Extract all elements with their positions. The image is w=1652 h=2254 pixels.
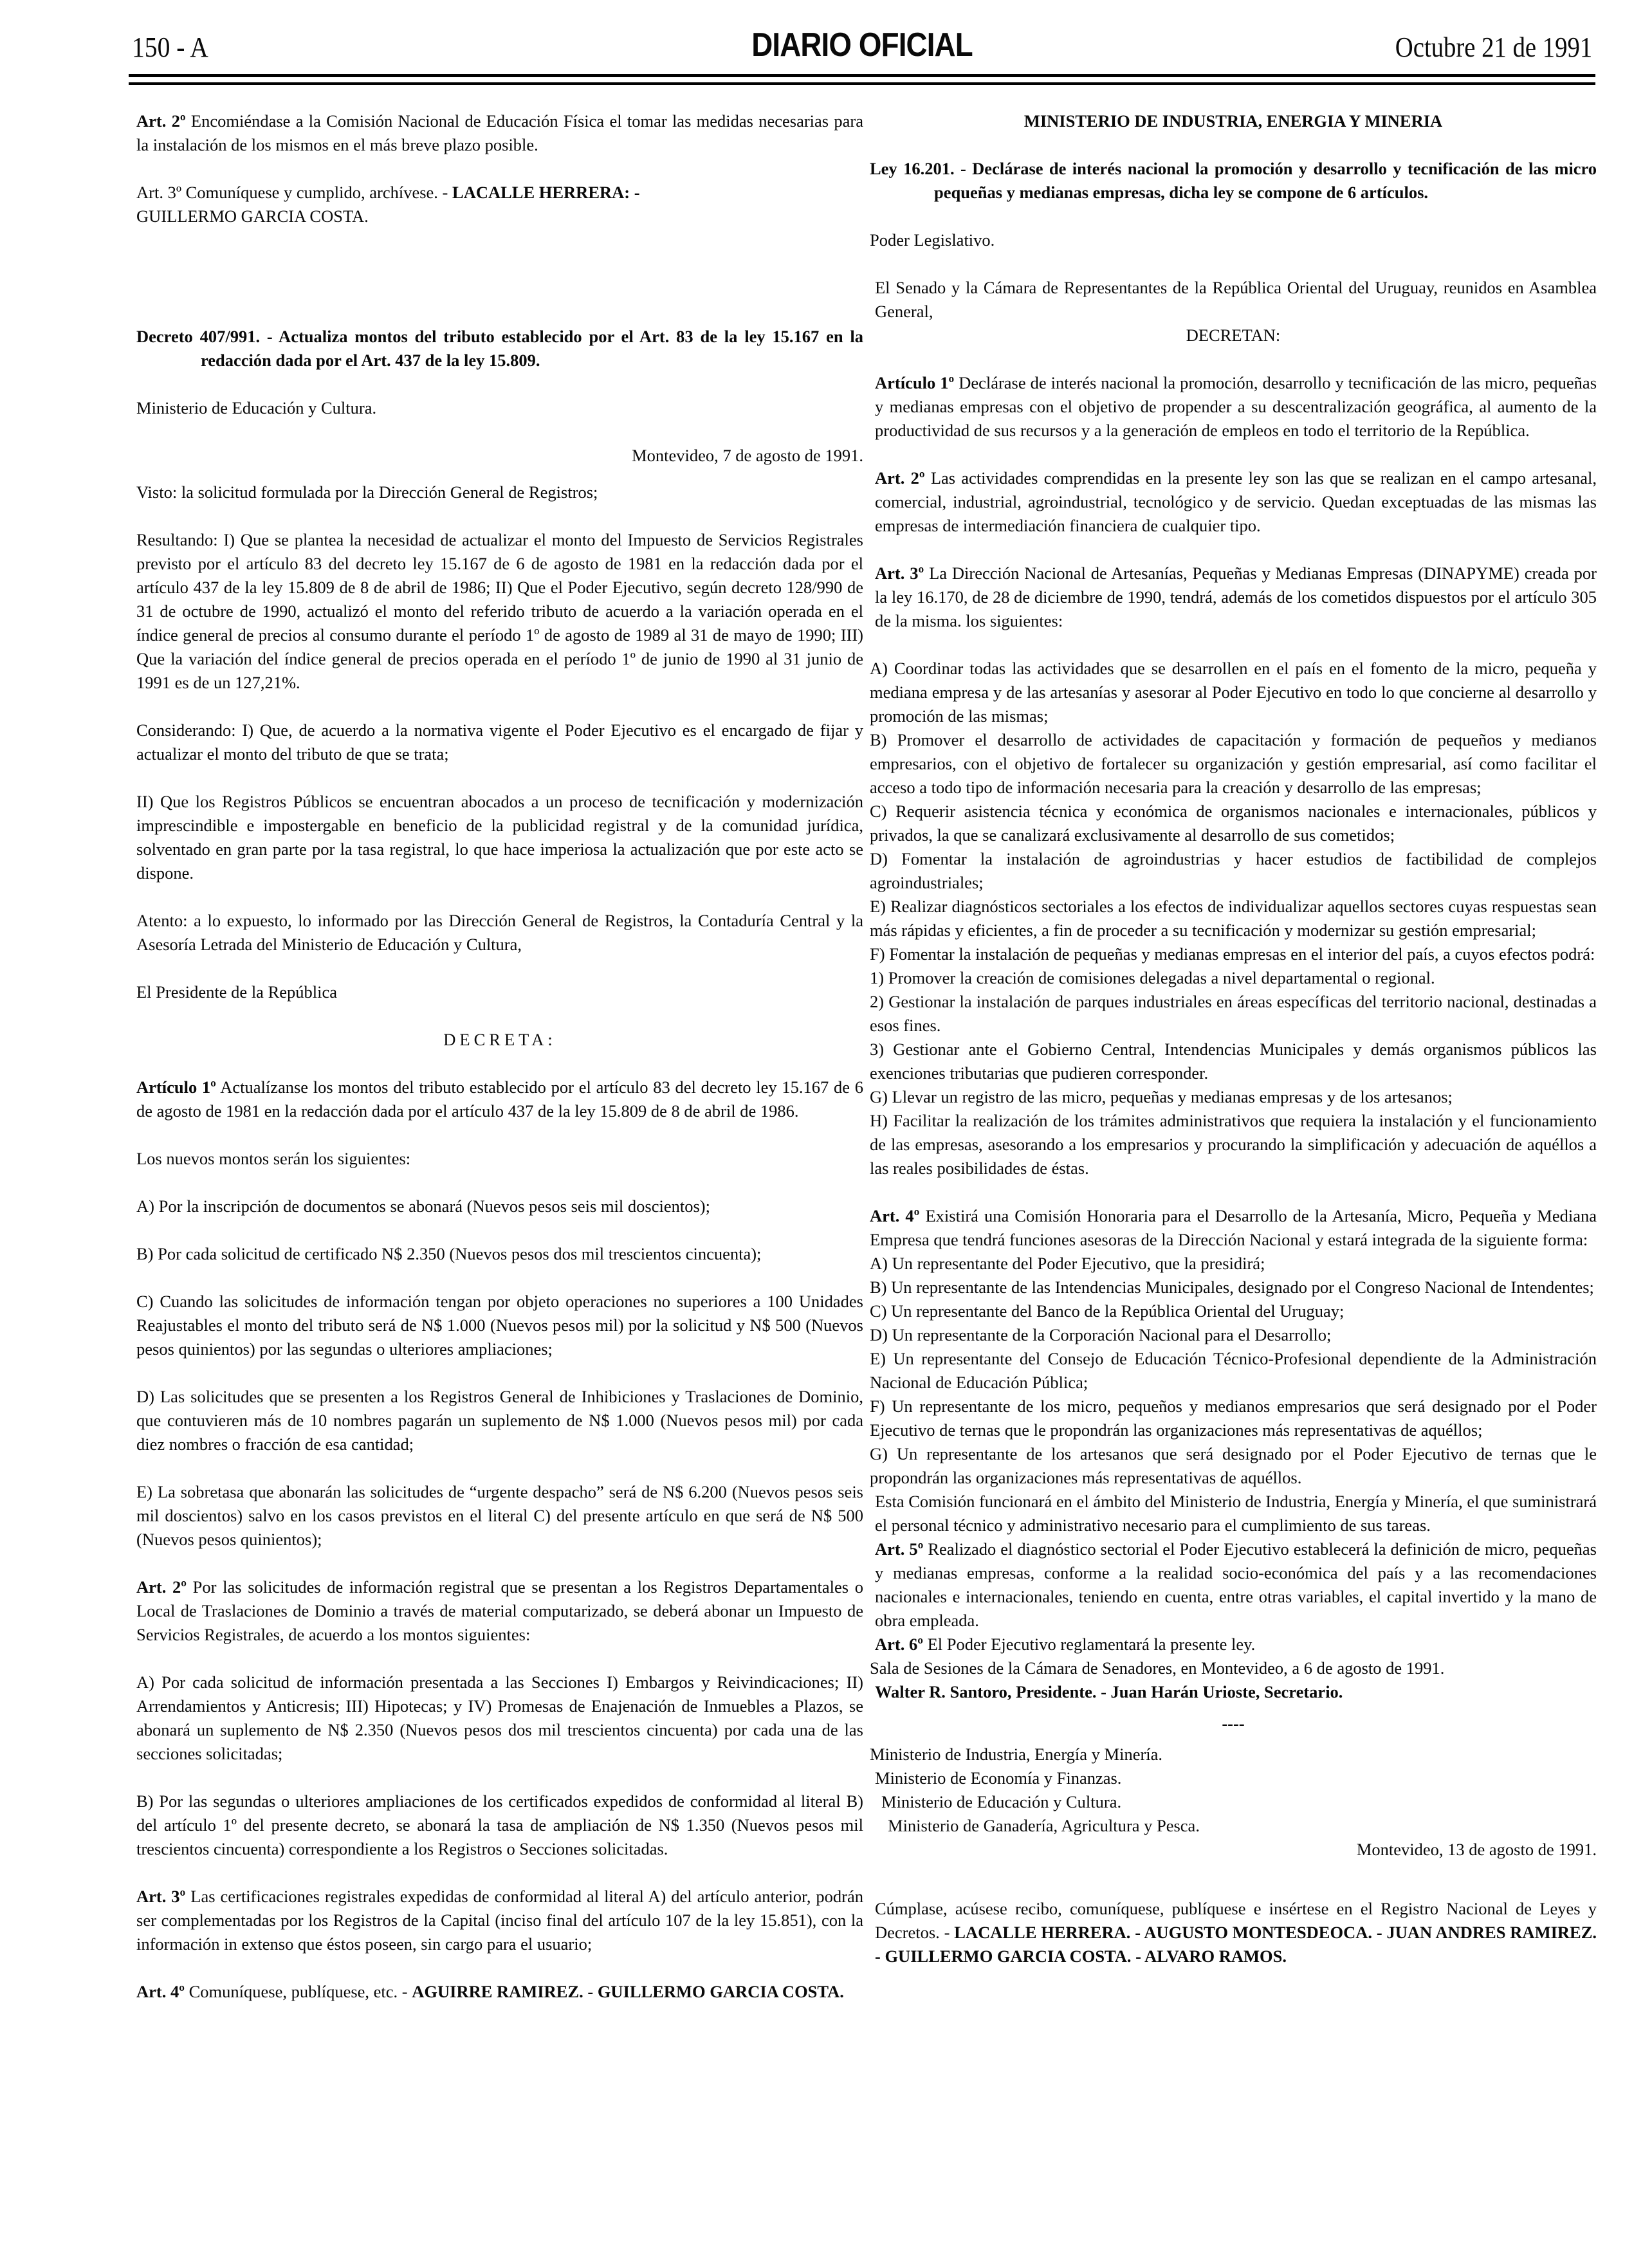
right-column (870, 109, 1597, 1968)
list-item: F) Un representante de los micro, pequeños y medianos empresarios que será designado por el Poder Ejecutivo de ternas que le propondrán las organizaciones más representativas de aquéllos; (870, 1397, 1597, 1440)
list-item: 1) Promover la creación de comisiones delegadas a nivel departamental o regional. (870, 968, 1435, 987)
article-2 (870, 466, 1597, 538)
article-text: Existirá una Comisión Honoraria para el Desarrollo de la Artesanía, Micro, Pequeña y Mediana Empresa que tendrá funciones asesoras de la Dirección Nacional y estará integrada de la siguiente forma: (870, 1206, 1597, 1249)
header-rule-top (129, 74, 1595, 77)
visto-paragraph: Visto: la solicitud formulada por la Dirección General de Registros; (136, 482, 598, 502)
list-item: D) Un representante de la Corporación Nacional para el Desarrollo; (870, 1325, 1332, 1344)
list-item: G) Un representante de los artesanos que será designado por el Poder Ejecutivo de ternas que le propondrán las organizaciones más representativas de aquéllos. (870, 1444, 1597, 1487)
item-c: C) Cuando las solicitudes de información tengan por objeto operaciones no superiores a 100 Unidades Reajustables el monto del tributo será de N$ 1.000 (Nuevos pesos mil) por la solicitud y N$ 500 (Nuevos pesos quinientos) por las segundas o ulteriores ampliaciones; (136, 1292, 863, 1359)
ministry-list-item: Ministerio de Economía y Finanzas. (875, 1768, 1122, 1788)
article-label: Art. 3º (136, 1887, 186, 1906)
list-item: C) Un representante del Banco de la República Oriental del Uruguay; (870, 1301, 1345, 1321)
article-text: Realizado el diagnóstico sectorial el Poder Ejecutivo establecerá la definición de micro, pequeñas y medianas empresas, conforme a la realidad socio-económica del país y a las recomendaciones nacionales e internacionales, teniendo en cuenta, entre otras variables, el capital invertido y la mano de obra empleada. (875, 1539, 1597, 1630)
article-text: Por las solicitudes de información registral que se presentan a los Registros Departamentales o Local de Traslaciones de Dominio a través de material computarizado, se deberá abonar un Impuesto de Servicios Registrales, de acuerdo a los montos siguientes: (136, 1577, 863, 1644)
list-item: C) Requerir asistencia técnica y económica de organismos nacionales e internacionales, públicos y privados, la que se canalizará exclusivamente al desarrollo de sus cometidos; (870, 802, 1597, 845)
atento-paragraph: Atento: a lo expuesto, lo informado por las Dirección General de Registros, la Contaduría Central y la Asesoría Letrada del Ministerio de Educación y Cultura, (136, 911, 863, 954)
article-label: Art. 2º (136, 111, 186, 131)
page-number: 150 - A (132, 32, 208, 63)
senado-paragraph: El Senado y la Cámara de Representantes de la República Oriental del Uruguay, reunidos en Asamblea General, (875, 278, 1597, 321)
decree-title: Decreto 407/991. - Actualiza montos del tributo establecido por el Art. 83 de la ley 15.167 en la redacción dada por el Art. 437 de la ley 15.809. (136, 327, 863, 370)
signatories: Walter R. Santoro, Presidente. - Juan Harán Urioste, Secretario. (875, 1682, 1343, 1701)
prev-article-2 (136, 109, 863, 157)
item-e: E) La sobretasa que abonarán las solicitudes de “urgente despacho” será de N$ 6.200 (Nuevos pesos seis mil doscientos) salvo en los casos previstos en el literal C) del presente artículo en que será de N$ 500 (Nuevos pesos quinientos); (136, 1482, 863, 1549)
article-6 (870, 1633, 1597, 1656)
article-text: Comuníquese y cumplido, archívese. - (185, 183, 448, 202)
article-label: Artículo 1º (136, 1077, 216, 1097)
article-4-list (870, 1252, 1597, 1490)
separator: ---- (1222, 1714, 1245, 1733)
article-label: Artículo 1º (875, 373, 955, 392)
article-text: Declárase de interés nacional la promoción, desarrollo y tecnificación de las micro, pequeñas y medianas empresas con el objetivo de propender a su descentralización geográfica, al aumento de la productividad de sus recursos y a la generación de empleos en todo el territorio de la República. (875, 373, 1597, 440)
item-a: A) Por la inscripción de documentos se abonará (Nuevos pesos seis mil doscientos); (136, 1196, 710, 1216)
ministry-name: Ministerio de Educación y Cultura. (136, 398, 377, 417)
item-d: D) Las solicitudes que se presenten a los Registros General de Inhibiciones y Traslaciones de Dominio, que contuvieren más de 10 nombres pagarán un suplemento de N$ 1.000 (Nuevos pesos mil) por cada diez nombres o fracción de esa cantidad; (136, 1387, 863, 1454)
article-3-list (870, 657, 1597, 1180)
article-text: Las certificaciones registrales expedidas de conformidad al literal A) del artículo anterior, podrán ser complementadas por los Registros de la Capital (inciso final del artículo 107 de la ley 15.851), con la información in extenso que éstos poseen, sin cargo para el usuario; (136, 1887, 863, 1954)
presidente-line: El Presidente de la República (136, 982, 338, 1002)
sala-de-sesiones: Sala de Sesiones de la Cámara de Senadores, en Montevideo, a 6 de agosto de 1991. (870, 1658, 1445, 1678)
article-label: Art. 2º (875, 468, 925, 488)
left-column (136, 109, 863, 2004)
decretan-heading: DECRETAN: (1186, 325, 1281, 345)
ministry-heading: MINISTERIO DE INDUSTRIA, ENERGIA Y MINERIA (1023, 111, 1443, 131)
considerando-paragraph-1: Considerando: I) Que, de acuerdo a la normativa vigente el Poder Ejecutivo es el encargado de fijar y actualizar el monto del tributo de que se trata; (136, 720, 863, 764)
list-item: 2) Gestionar la instalación de parques industriales en áreas específicas del territorio nacional, destinadas a esos fines. (870, 992, 1597, 1035)
issue-date: Octubre 21 de 1991 (1395, 32, 1592, 63)
publication-title: DIARIO OFICIAL (751, 26, 973, 64)
signature: LACALLE HERRERA: - (452, 183, 640, 202)
law-title: Ley 16.201. - Declárase de interés nacional la promoción y desarrollo y tecnificación de las micro pequeñas y medianas empresas, dicha ley se compone de 6 artículos. (870, 159, 1597, 202)
article-4 (870, 1204, 1597, 1252)
signatures: LACALLE HERRERA. - AUGUSTO MONTESDEOCA. - JUAN ANDRES RAMIREZ. - GUILLERMO GARCIA COSTA. - ALVARO RAMOS. (875, 1923, 1597, 1966)
article-4 (136, 1980, 863, 2004)
signature: AGUIRRE RAMIREZ. - GUILLERMO GARCIA COSTA. (412, 1982, 844, 2001)
article-2-item-b: B) Por las segundas o ulteriores ampliaciones de los certificados expedidos de conformidad al literal B) del artículo 1º del presente decreto, se abonará la tasa de ampliación de N$ 1.350 (Nuevos pesos mil trescientos cincuenta) correspondiente a los Registros o Secciones solicitadas. (136, 1791, 863, 1858)
list-item: A) Coordinar todas las actividades que se desarrollen en el país en el fomento de la micro, pequeña y mediana empresa y de las artesanías y asesorar al Poder Ejecutivo en todo lo que concierne al desarrollo y promoción de las mismas; (870, 659, 1597, 726)
list-item: B) Promover el desarrollo de actividades de capacitación y formación de pequeños y medianos empresarios, con el objetivo de fortalecer su organización y gestión empresarial, así como facilitar el acceso a todo tipo de información necesaria para la creación y desarrollo de las empresas; (870, 730, 1597, 797)
place-date: Montevideo, 13 de agosto de 1991. (1356, 1840, 1597, 1859)
comision-paragraph: Esta Comisión funcionará en el ámbito del Ministerio de Industria, Energía y Minería, el que suministrará el personal técnico y administrativo necesario para el cumplimiento de sus tareas. (875, 1492, 1597, 1535)
article-text: Las actividades comprendidas en la presente ley son las que se realizan en el campo artesanal, comercial, industrial, agroindustrial, tecnológico y de servicio. Quedan exceptuadas de las mismas las empresas de intermediación financiera de cualquier tipo. (875, 468, 1597, 535)
resultando-paragraph: Resultando: I) Que se plantea la necesidad de actualizar el monto del Impuesto de Servicios Registrales previsto por el artículo 83 del decreto ley 15.167 de 6 de agosto de 1981 en la redacción dada por el artículo 437 de la ley 15.809 de 8 de abril de 1986; II) Que el Poder Ejecutivo, según decreto 128/990 de 31 de octubre de 1990, actualizó el monto del referido tributo de acuerdo a la variación operada en el índice general de precios al consumo durante el período 1º de agosto de 1989 al 31 de mayo de 1990; III) Que la variación del índice general de precios operada en el período 1º de junio de 1990 al 31 junio de 1991 es de un 127,21%. (136, 530, 863, 692)
item-b: B) Por cada solicitud de certificado N$ 2.350 (Nuevos pesos dos mil trescientos cincuenta); (136, 1244, 762, 1263)
ministry-list-item: Ministerio de Industria, Energía y Minería. (870, 1745, 1163, 1764)
list-item: G) Llevar un registro de las micro, pequeñas y medianas empresas y de los artesanos; (870, 1087, 1453, 1106)
ministry-list-item: Ministerio de Educación y Cultura. (881, 1792, 1122, 1811)
list-item: D) Fomentar la instalación de agroindustrias y hacer estudios de factibilidad de complejos agroindustriales; (870, 849, 1597, 892)
article-label: Art. 6º (875, 1635, 923, 1654)
header-rule-bottom (129, 82, 1595, 85)
cumplase-text: Cúmplase, acúsese recibo, comuníquese, publíquese e insértese en el Registro Nacional de Leyes y Decretos. - (875, 1899, 1597, 1942)
article-text: Encomiéndase a la Comisión Nacional de Educación Física el tomar las medidas necesarias para la instalación de los mismos en el más breve plazo posible. (136, 111, 864, 154)
decreta-heading: DECRETA: (443, 1030, 556, 1049)
article-2-item-a: A) Por cada solicitud de información presentada a las Secciones I) Embargos y Reivindicaciones; II) Arrendamientos y Anticresis; III) Hipotecas; y IV) Promesas de Enajenación de Inmuebles a Plazos, se abonará un suplemento de N$ 2.350 (Nuevos pesos dos mil trescientos cincuenta) por cada una de las secciones solicitadas; (136, 1672, 863, 1763)
article-text: Actualízanse los montos del tributo establecido por el artículo 83 del decreto ley 15.167 de 6 de agosto de 1981 en la redacción dada por el artículo 437 de la ley 15.809 de 8 de abril de 1986. (136, 1077, 863, 1121)
article-text: Comuníquese, publíquese, etc. - (188, 1982, 412, 2001)
article-2 (136, 1575, 863, 1647)
list-item: E) Un representante del Consejo de Educación Técnico-Profesional dependiente de la Administración Nacional de Educación Pública; (870, 1349, 1597, 1392)
article-label: Art. 3º (875, 564, 924, 583)
poder-legislativo: Poder Legislativo. (870, 230, 995, 250)
place-date: Montevideo, 7 de agosto de 1991. (632, 446, 863, 465)
list-item: H) Facilitar la realización de los trámites administrativos que requiera la instalación y el funcionamiento de las empresas, asesorando a los empresarios y procurando la simplificación y adecuación de aquéllos a las reales posibilidades de éstas. (870, 1111, 1597, 1178)
list-item: 3) Gestionar ante el Gobierno Central, Intendencias Municipales y demás organismos públicos las exenciones tributarias que pudieren corresponder. (870, 1040, 1597, 1083)
page-header (132, 26, 1592, 71)
prev-article-3 (136, 181, 863, 228)
article-1 (136, 1076, 863, 1123)
article-text: La Dirección Nacional de Artesanías, Pequeñas y Medianas Empresas (DINAPYME) creada por la ley 16.170, de 28 de diciembre de 1990, tendrá, además de los cometidos dispuestos por el artículo 305 de la misma. los siguientes: (875, 564, 1597, 630)
article-5 (870, 1537, 1597, 1633)
signature: GUILLERMO GARCIA COSTA. (136, 206, 369, 226)
cumplase-paragraph (870, 1897, 1597, 1968)
article-3 (870, 562, 1597, 633)
list-item: B) Un representante de las Intendencias Municipales, designado por el Congreso Nacional de Intendentes; (870, 1278, 1594, 1297)
article-text: El Poder Ejecutivo reglamentará la presente ley. (927, 1635, 1256, 1654)
article-3 (136, 1885, 863, 1956)
article-label: Art. 2º (136, 1577, 187, 1597)
article-label: Art. 4º (870, 1206, 920, 1225)
list-item: F) Fomentar la instalación de pequeñas y medianas empresas en el interior del país, a cuyos efectos podrá: (870, 944, 1595, 964)
article-1 (870, 371, 1597, 443)
considerando-paragraph-2: II) Que los Registros Públicos se encuentran abocados a un proceso de tecnificación y modernización imprescindible e impostergable en beneficio de la publicidad registral y de la comunidad jurídica, solventado en gran parte por la tasa registral, lo que hace imperiosa la actualización que por este acto se dispone. (136, 792, 863, 883)
nuevos-montos-line: Los nuevos montos serán los siguientes: (136, 1149, 411, 1168)
list-item: E) Realizar diagnósticos sectoriales a los efectos de individualizar aquellos sectores cuyas respuestas sean más rápidas y eficientes, a fin de proceder a su tecnificación y modernizar su gestión empresarial; (870, 897, 1597, 940)
article-label: Art. 3º (136, 183, 182, 202)
article-label: Art. 4º (136, 1982, 185, 2001)
article-label: Art. 5º (875, 1539, 924, 1559)
ministry-list-item: Ministerio de Ganadería, Agricultura y Pesca. (888, 1816, 1200, 1835)
list-item: A) Un representante del Poder Ejecutivo, que la presidirá; (870, 1254, 1265, 1273)
